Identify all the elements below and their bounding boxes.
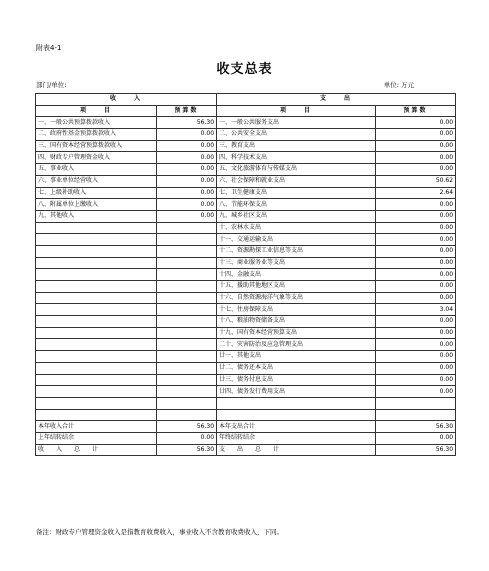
expense-budget-header: 预算数 — [376, 105, 456, 117]
income-value-cell — [157, 327, 217, 339]
expense-value-cell: 0.00 — [376, 351, 456, 363]
income-value-cell — [157, 409, 217, 421]
income-item-cell — [36, 292, 157, 304]
table-row — [36, 117, 456, 129]
income-item-cell: 九、其他收入 — [36, 210, 157, 222]
income-budget-header: 预算数 — [157, 105, 217, 117]
income-item-cell: 一、一般公共预算拨款收入 — [36, 117, 157, 129]
table-row — [36, 199, 456, 211]
income-item-cell: 五、事业收入 — [36, 164, 157, 176]
expense-item-cell: 二十、灾害防治及应急管理支出 — [217, 339, 376, 351]
expense-value-cell: 0.00 — [376, 339, 456, 351]
expense-item-cell: 本年支出合计 — [217, 421, 376, 433]
expense-item-cell: 一、一般公共服务支出 — [217, 117, 376, 129]
table-row — [36, 351, 456, 363]
expense-item-cell: 八、节能环保支出 — [217, 199, 376, 211]
income-item-cell: 收 入 总 计 — [36, 444, 157, 456]
income-item-cell: 二、政府性基金预算拨款收入 — [36, 129, 157, 141]
expense-value-cell: 0.00 — [376, 386, 456, 398]
table-row — [36, 187, 456, 199]
expense-item-cell: 十七、住房保障支出 — [217, 304, 376, 316]
expense-item-cell: 廿二、债务还本支出 — [217, 362, 376, 374]
expense-item-cell: 十、农林水支出 — [217, 222, 376, 234]
income-item-cell — [36, 222, 157, 234]
income-value-cell: 0.00 — [157, 152, 217, 164]
expense-value-cell: 2.64 — [376, 187, 456, 199]
expense-item-cell: 七、卫生健康支出 — [217, 187, 376, 199]
income-item-cell — [36, 339, 157, 351]
income-value-cell — [157, 304, 217, 316]
expense-value-cell: 0.00 — [376, 117, 456, 129]
table-row — [36, 269, 456, 281]
department-label: 部门/单位: — [36, 81, 67, 89]
expense-item-cell: 廿三、债务付息支出 — [217, 374, 376, 386]
footnote: 备注：财政专户管理资金收入是指教育收费收入，事业收入不含教育收费收入，下同。 — [36, 528, 283, 536]
income-value-cell: 0.00 — [157, 129, 217, 141]
income-item-cell: 上年结转结余 — [36, 432, 157, 444]
expense-value-cell: 56.30 — [376, 421, 456, 433]
income-item-cell — [36, 351, 157, 363]
expense-value-cell: 0.00 — [376, 164, 456, 176]
income-value-cell: 0.00 — [157, 164, 217, 176]
expense-item-cell: 廿一、其他支出 — [217, 351, 376, 363]
table-row — [36, 175, 456, 187]
expense-value-cell: 0.00 — [376, 257, 456, 269]
income-item-cell — [36, 257, 157, 269]
expense-item-cell: 九、城乡社区支出 — [217, 210, 376, 222]
table-row — [36, 140, 456, 152]
table-row — [36, 245, 456, 257]
expense-item-cell: 六、社会保障和就业支出 — [217, 175, 376, 187]
income-value-cell — [157, 281, 217, 293]
income-item-cell — [36, 234, 157, 246]
expense-value-cell: 0.00 — [376, 210, 456, 222]
table-row — [36, 281, 456, 293]
table-row — [36, 152, 456, 164]
expense-value-cell: 0.00 — [376, 129, 456, 141]
table-row — [36, 164, 456, 176]
income-value-cell — [157, 257, 217, 269]
expense-value-cell: 0.00 — [376, 234, 456, 246]
table-row — [36, 421, 456, 433]
table-row — [36, 444, 456, 456]
expense-value-cell: 0.00 — [376, 222, 456, 234]
expense-value-cell: 0.00 — [376, 152, 456, 164]
income-value-cell — [157, 316, 217, 328]
income-item-cell: 六、事业单位经营收入 — [36, 175, 157, 187]
income-value-cell: 0.00 — [157, 210, 217, 222]
income-item-cell — [36, 362, 157, 374]
income-value-cell: 56.30 — [157, 117, 217, 129]
expense-item-cell — [217, 409, 376, 421]
income-item-cell — [36, 316, 157, 328]
expense-value-cell: 0.00 — [376, 432, 456, 444]
income-item-cell — [36, 409, 157, 421]
table-row — [36, 292, 456, 304]
expense-value-cell: 0.00 — [376, 269, 456, 281]
income-value-cell: 56.30 — [157, 444, 217, 456]
income-item-cell — [36, 374, 157, 386]
income-value-cell — [157, 292, 217, 304]
income-value-cell — [157, 397, 217, 409]
expense-item-cell: 十五、援助其他地区支出 — [217, 281, 376, 293]
income-header: 收 入 — [36, 94, 217, 106]
expense-value-cell: 0.00 — [376, 281, 456, 293]
expense-item-cell: 十一、交通运输支出 — [217, 234, 376, 246]
income-value-cell: 0.00 — [157, 432, 217, 444]
expense-item-cell: 支 出 总 计 — [217, 444, 376, 456]
income-item-cell: 本年收入合计 — [36, 421, 157, 433]
expense-value-cell — [376, 397, 456, 409]
expense-value-cell: 3.04 — [376, 304, 456, 316]
expense-item-cell: 十九、国有资本经营预算支出 — [217, 327, 376, 339]
table-row — [36, 386, 456, 398]
table-body — [36, 117, 456, 456]
expense-value-cell: 0.00 — [376, 140, 456, 152]
expense-item-cell: 廿四、债务发行费用支出 — [217, 386, 376, 398]
income-value-cell — [157, 386, 217, 398]
table-row — [36, 432, 456, 444]
budget-table — [35, 93, 456, 456]
page-title: 收支总表 — [216, 62, 273, 77]
expense-item-cell: 二、公共安全支出 — [217, 129, 376, 141]
income-value-cell: 0.00 — [157, 187, 217, 199]
expense-value-cell: 0.00 — [376, 245, 456, 257]
table-row — [36, 222, 456, 234]
income-value-cell: 56.30 — [157, 421, 217, 433]
table-row — [36, 316, 456, 328]
income-item-cell: 四、财政专户管理资金收入 — [36, 152, 157, 164]
expense-item-cell: 十二、资源勘探工业信息等支出 — [217, 245, 376, 257]
expense-value-cell: 0.00 — [376, 316, 456, 328]
income-item-cell — [36, 304, 157, 316]
unit-label: 单位: 万元 — [383, 81, 414, 89]
attachment-label: 附表4-1 — [36, 44, 62, 52]
expense-value-cell: 0.00 — [376, 292, 456, 304]
income-item-cell: 八、附属单位上缴收入 — [36, 199, 157, 211]
expense-item-cell: 年终结转结余 — [217, 432, 376, 444]
expense-item-cell: 十四、金融支出 — [217, 269, 376, 281]
income-value-cell — [157, 245, 217, 257]
expense-item-cell: 十六、自然资源海洋气象等支出 — [217, 292, 376, 304]
income-value-cell — [157, 362, 217, 374]
table-row — [36, 234, 456, 246]
income-item-cell: 三、国有资本经营预算拨款收入 — [36, 140, 157, 152]
expense-item-cell — [217, 397, 376, 409]
income-item-cell — [36, 281, 157, 293]
table-row — [36, 210, 456, 222]
income-item-cell — [36, 386, 157, 398]
income-value-cell — [157, 269, 217, 281]
table-row — [36, 257, 456, 269]
expense-value-cell: 0.00 — [376, 374, 456, 386]
income-item-cell — [36, 327, 157, 339]
table-row — [36, 129, 456, 141]
income-item-cell — [36, 245, 157, 257]
expense-value-cell — [376, 409, 456, 421]
income-value-cell — [157, 339, 217, 351]
income-value-cell: 0.00 — [157, 199, 217, 211]
table-row — [36, 362, 456, 374]
expense-value-cell: 0.00 — [376, 362, 456, 374]
expense-value-cell: 56.30 — [376, 444, 456, 456]
expense-value-cell: 0.00 — [376, 199, 456, 211]
income-value-cell — [157, 351, 217, 363]
table-row — [36, 409, 456, 421]
expense-value-cell: 0.00 — [376, 327, 456, 339]
table-row — [36, 327, 456, 339]
income-item-cell: 七、上级补助收入 — [36, 187, 157, 199]
expense-value-cell: 50.62 — [376, 175, 456, 187]
expense-item-cell: 五、文化旅游体育与传媒支出 — [217, 164, 376, 176]
table-row — [36, 304, 456, 316]
income-value-cell — [157, 374, 217, 386]
expense-header: 支 出 — [217, 94, 456, 106]
expense-item-cell: 四、科学技术支出 — [217, 152, 376, 164]
expense-item-cell: 十三、商业服务业等支出 — [217, 257, 376, 269]
table-row — [36, 397, 456, 409]
expense-item-header: 项 目 — [217, 105, 376, 117]
income-value-cell — [157, 222, 217, 234]
expense-item-cell: 三、教育支出 — [217, 140, 376, 152]
income-item-cell — [36, 269, 157, 281]
income-value-cell: 0.00 — [157, 175, 217, 187]
expense-item-cell: 十八、粮油物资储备支出 — [217, 316, 376, 328]
income-value-cell — [157, 234, 217, 246]
income-item-header: 项 目 — [36, 105, 157, 117]
income-item-cell — [36, 397, 157, 409]
table-row — [36, 374, 456, 386]
income-value-cell: 0.00 — [157, 140, 217, 152]
table-row — [36, 339, 456, 351]
